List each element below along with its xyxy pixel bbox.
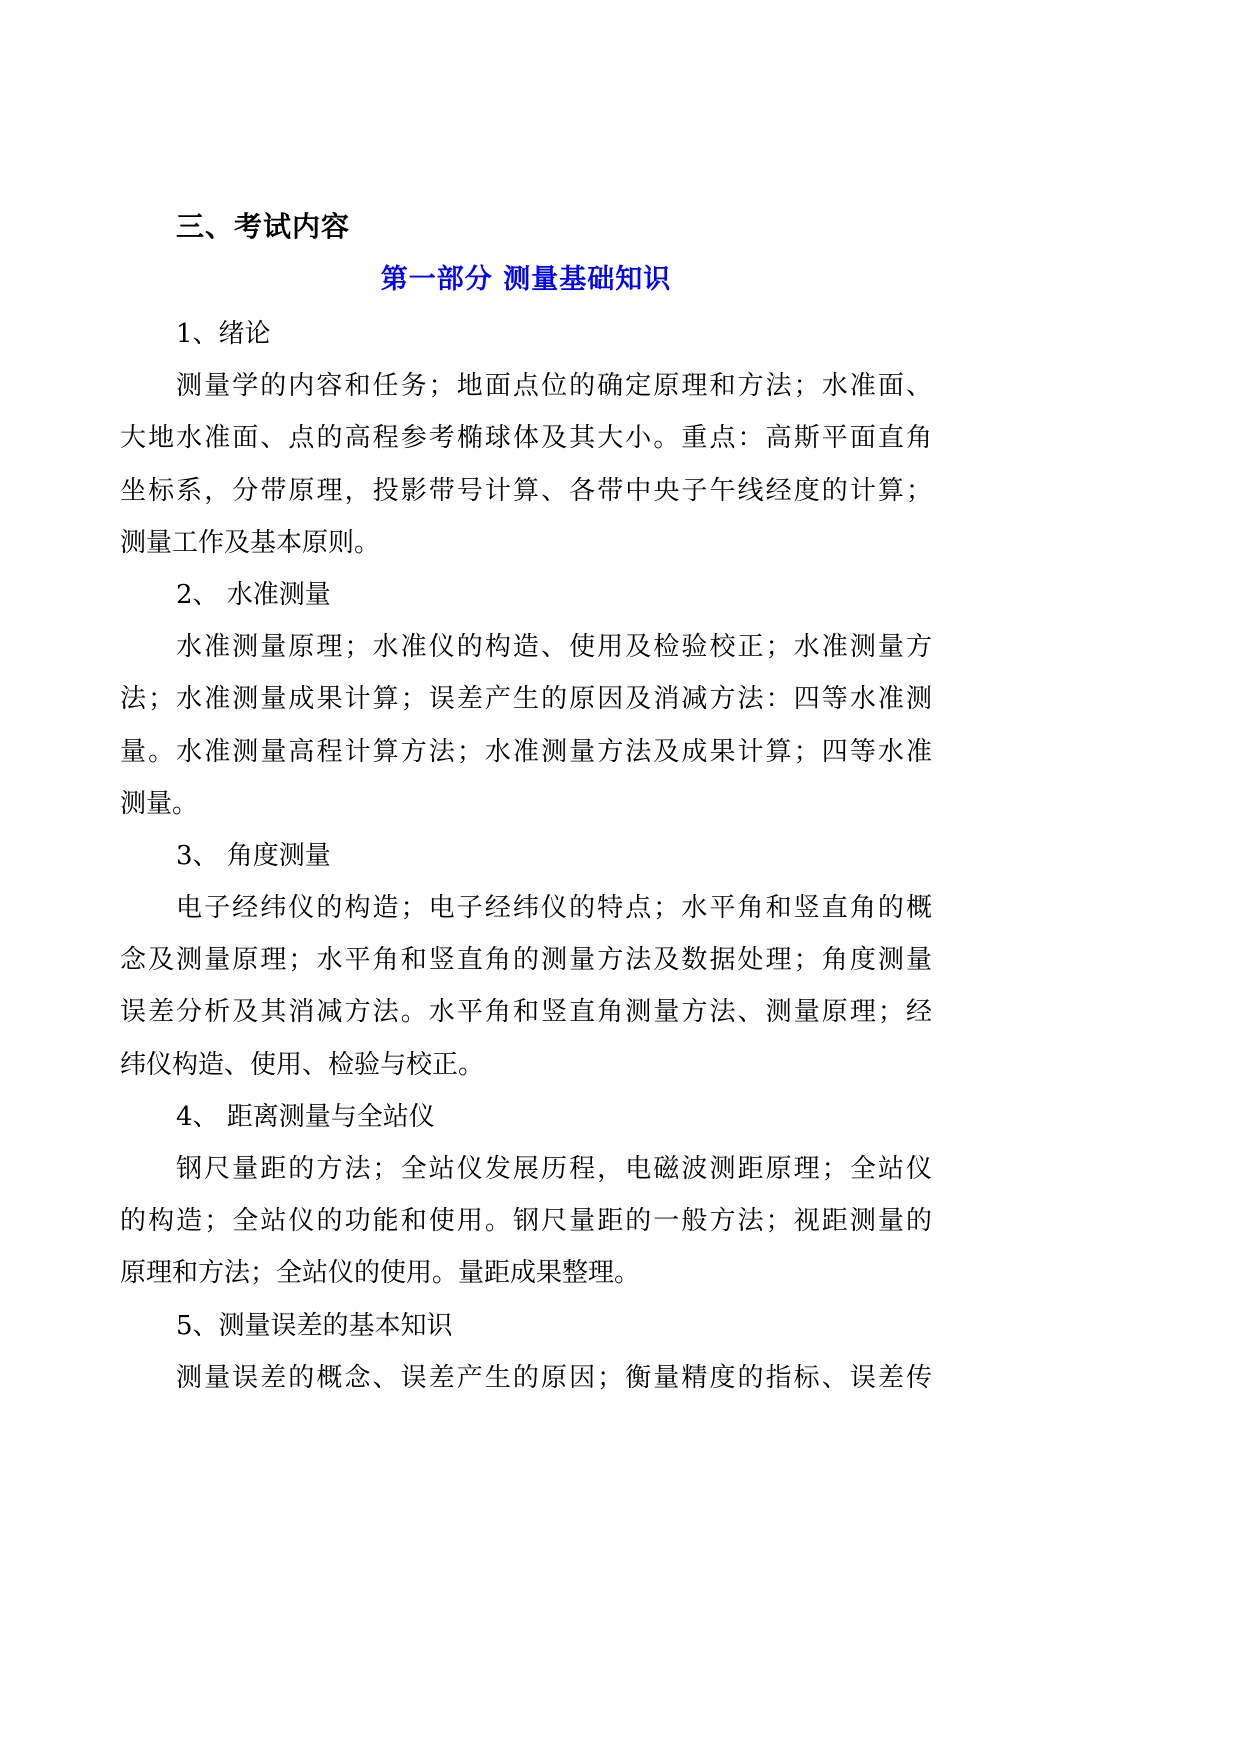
paragraph-line: 钢尺量距的方法；全站仪发展历程，电磁波测距原理；全站仪 [176, 1154, 932, 1184]
paragraph-line: 测量学的内容和任务；地面点位的确定原理和方法；水准面、 [176, 371, 932, 402]
part-title: 第一部分 测量基础知识 [380, 264, 672, 295]
section-heading-2: 2、 水准测量 [176, 579, 331, 610]
section-heading-5: 5、测量误差的基本知识 [176, 1310, 453, 1341]
paragraph-line: 测量误差的概念、误差产生的原因；衡量精度的指标、误差传 [176, 1362, 932, 1393]
paragraph-line: 水准测量原理；水准仪的构造、使用及检验校正；水准测量方 [176, 632, 932, 663]
paragraph-line: 纬仪构造、使用、检验与校正。 [120, 1049, 485, 1080]
section-heading-1: 1、绪论 [176, 319, 271, 349]
paragraph-line: 电子经纬仪的构造；电子经纬仪的特点；水平角和竖直角的概 [176, 893, 932, 924]
paragraph-line: 原理和方法；全站仪的使用。量距成果整理。 [120, 1258, 641, 1289]
section-heading-3: 3、 角度测量 [176, 840, 331, 871]
paragraph-line: 误差分析及其消减方法。水平角和竖直角测量方法、测量原理；经 [120, 997, 932, 1028]
paragraph-line: 念及测量原理；水平角和竖直角的测量方法及数据处理；角度测量 [120, 945, 932, 976]
paragraph-line: 坐标系，分带原理，投影带号计算、各带中央子午线经度的计算； [120, 475, 932, 506]
section-title: 三、考试内容 [176, 210, 351, 243]
paragraph-line: 测量工作及基本原则。 [120, 527, 381, 558]
paragraph-line: 的构造；全站仪的功能和使用。钢尺量距的一般方法；视距测量的 [120, 1206, 932, 1237]
body-text [120, 308, 932, 1404]
paragraph-line: 法；水准测量成果计算；误差产生的原因及消减方法：四等水准测 [120, 684, 932, 715]
section-heading-4: 4、 距离测量与全站仪 [176, 1101, 435, 1132]
paragraph-line: 测量。 [120, 788, 199, 819]
paragraph-line: 量。水准测量高程计算方法；水准测量方法及成果计算；四等水准 [120, 736, 932, 767]
paragraph-line: 大地水准面、点的高程参考椭球体及其大小。重点：高斯平面直角 [120, 423, 932, 454]
